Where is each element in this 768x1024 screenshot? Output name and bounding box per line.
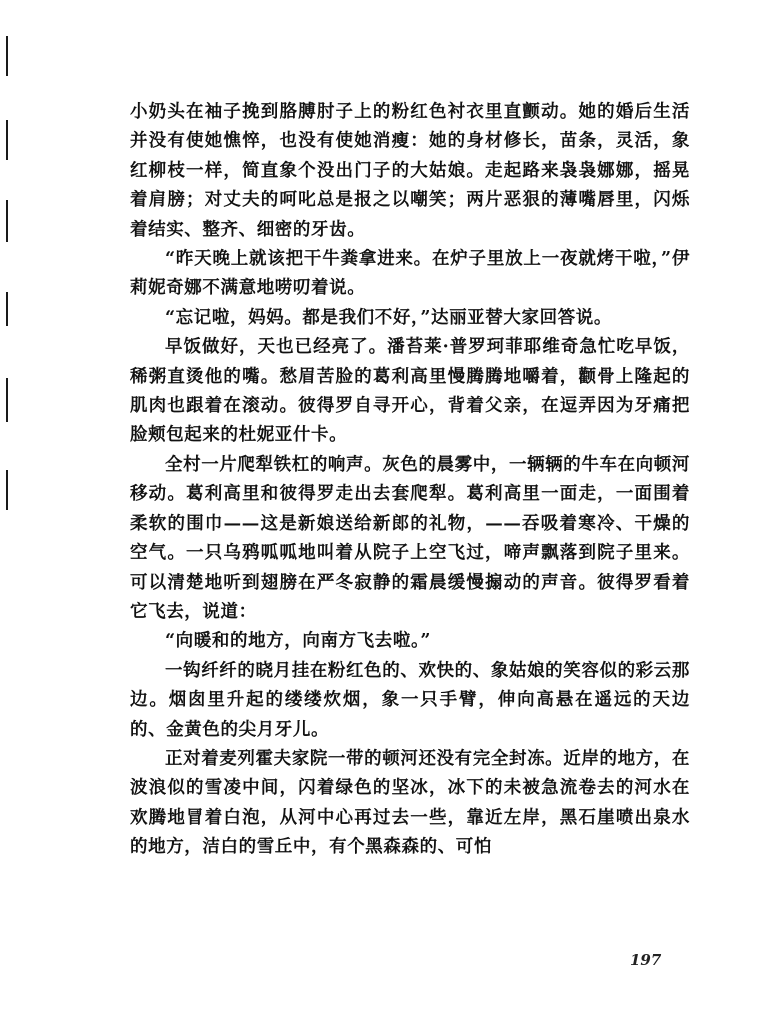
paragraph: “向暖和的地方，向南方飞去啦。”: [165, 631, 431, 652]
scan-edge-mark: [6, 120, 8, 160]
paragraph: “忘记啦，妈妈。都是我们不好，”达丽亚替大家回答说。: [165, 307, 612, 328]
paragraph: 正对着麦列霍夫家院一带的顿河还没有完全封冻。近岸的地方，在波浪似的雪凌中间，闪着绿色的坚冰，冰下的未被急流卷去的河水在欢腾地冒着白泡，从河中心再过去一些，靠近左岸，黑石崖喷出泉水的地方，洁白的雪丘中，有个黑森森的、可怕: [130, 748, 690, 858]
paragraph: 小奶头在袖子挽到胳膊肘子上的粉红色衬衣里直颤动。她的婚后生活并没有使她憔悴，也没有使她消瘦：她的身材修长，苗条，灵活，象红柳枝一样，简直象个没出门子的大姑娘。走起路来袅袅娜娜，摇晃着肩膀；对丈夫的呵叱总是报之以嘲笑；两片恶狠的薄嘴唇里，闪烁着结实、整齐、细密的牙齿。: [130, 102, 690, 240]
page-number: 197: [630, 951, 662, 969]
scan-edge-mark: [6, 36, 8, 76]
paragraph: “昨天晚上就该把干牛粪拿进来。在炉子里放上一夜就烤干啦，”伊莉妮奇娜不满意地唠叨着说。: [130, 249, 690, 299]
scan-edge-mark: [6, 200, 8, 242]
paragraph: 一钩纤纤的晓月挂在粉红色的、欢快的、象姑娘的笑容似的彩云那边。烟囱里升起的缕缕炊烟，象一只手臂，伸向高悬在遥远的天边的、金黄色的尖月牙儿。: [130, 660, 690, 740]
paragraph: 全村一片爬犁铁杠的响声。灰色的晨雾中，一辆辆的牛车在向顿河移动。葛利高里和彼得罗走出去套爬犁。葛利高里一面走，一面围着柔软的围巾——这是新娘送给新郎的礼物，——吞吸着寒冷、干燥的空气。一只乌鸦呱呱地叫着从院子上空飞过，啼声飘落到院子里来。可以清楚地听到翅膀在严冬寂静的霜晨缓慢搧动的声音。彼得罗看着它飞去，说道：: [130, 454, 690, 622]
scan-edge-mark: [6, 470, 8, 510]
paragraph: 早饭做好，天也已经亮了。潘苔莱·普罗珂菲耶维奇急忙吃早饭，稀粥直烫他的嘴。愁眉苦脸的葛利高里慢腾腾地嚼着，颧骨上隆起的肌肉也跟着在滚动。彼得罗自寻开心，背着父亲，在逗弄因为牙痛把脸颊包起来的杜妮亚什卡。: [130, 337, 690, 446]
body-text: [130, 98, 690, 863]
scan-edge-mark: [6, 378, 8, 422]
scan-edge-mark: [6, 292, 8, 326]
